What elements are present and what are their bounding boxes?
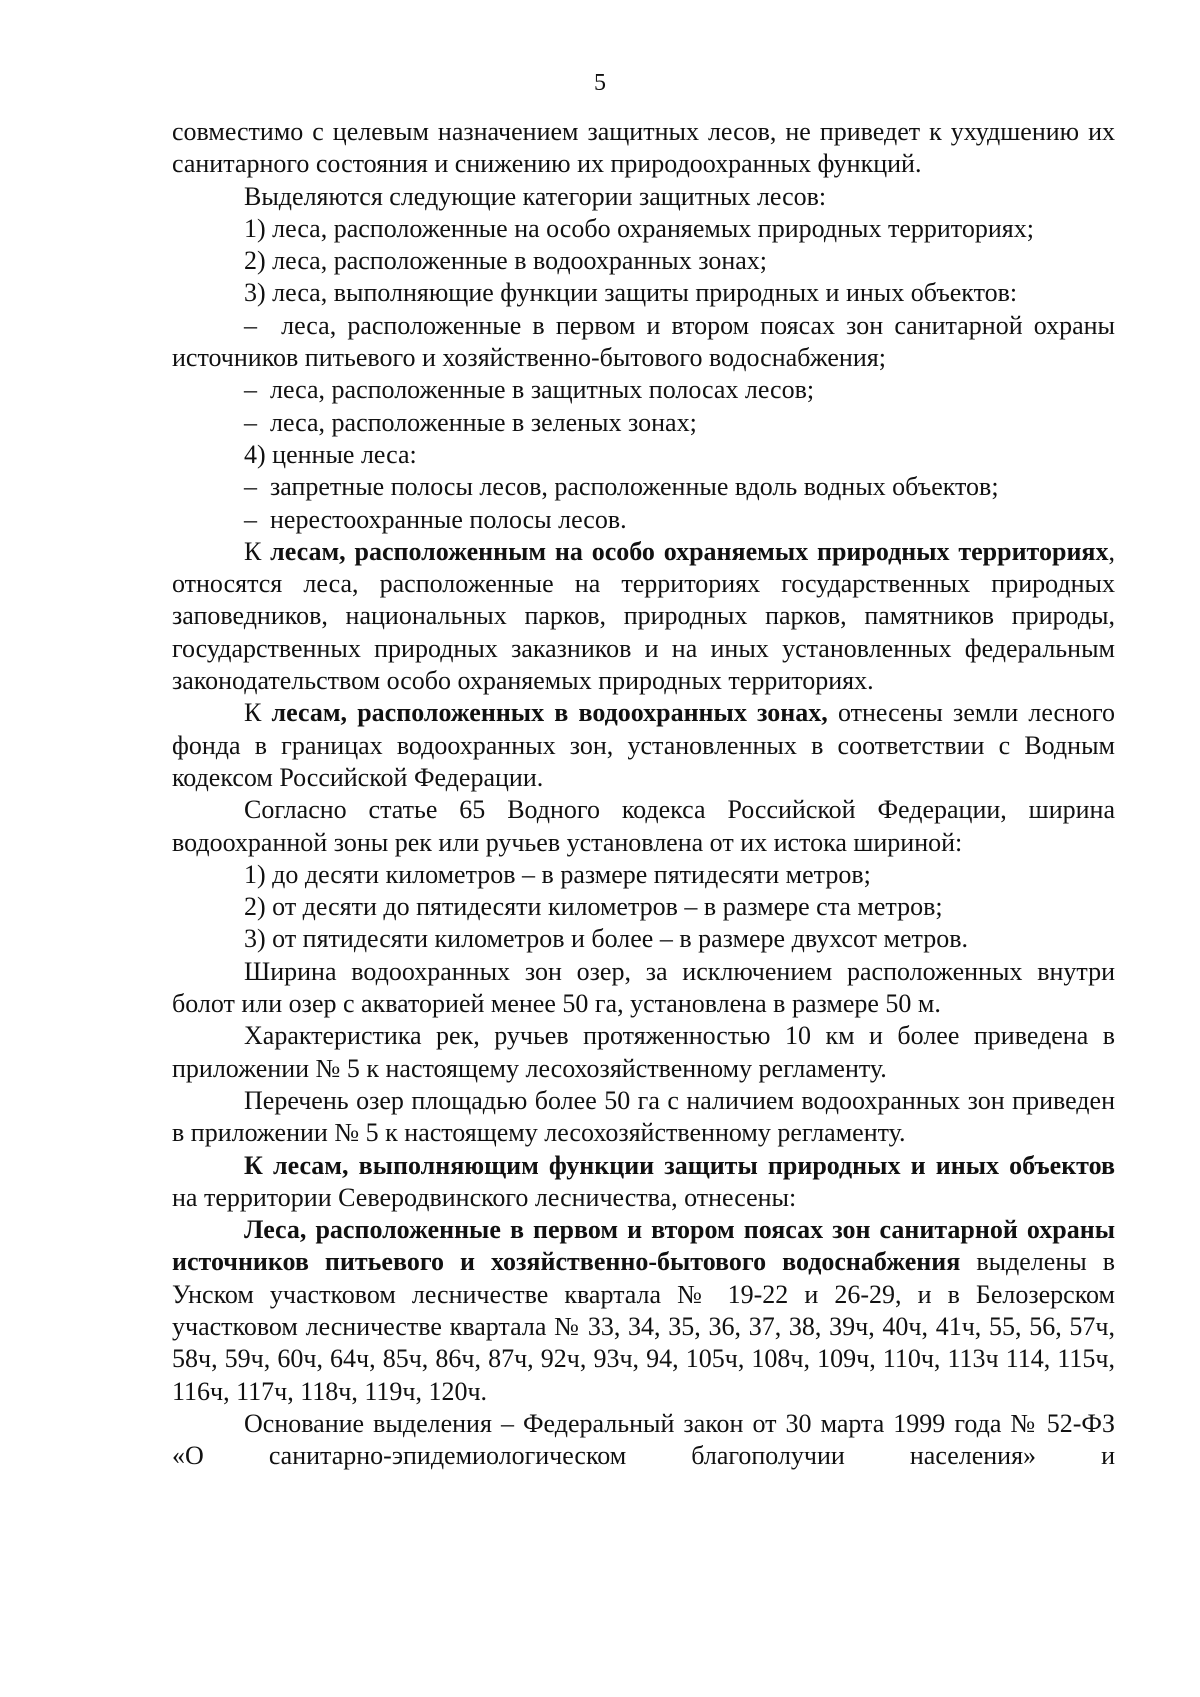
list-item: 4) ценные леса: (244, 439, 417, 469)
list-item: 3) леса, выполняющие функции защиты природных и иных объектов: (244, 278, 1018, 308)
paragraph-text: К (244, 698, 272, 728)
paragraph-bold-term: Леса, расположенные в первом и втором поясах зон санитарной охраны источников питьевого и хозяйственно-бытового водоснабжения (172, 1215, 1115, 1277)
paragraph-bold-term: лесам, расположенных в водоохранных зонах, (271, 698, 828, 728)
list-item: 1) леса, расположенные на особо охраняемых природных территориях; (244, 213, 1034, 243)
paragraph: совместимо с целевым назначением защитных лесов, не приведет к ухудшению их санитарного состояния и снижению их природоохранных функций. (172, 117, 1115, 179)
dash-list-item (172, 407, 1115, 439)
paragraph: Основание выделения – Федеральный закон от 30 марта 1999 года № 52-ФЗ «О санитарно-эпидемиологическом благополучии населения» и (172, 1408, 1115, 1471)
paragraph: Выделяются следующие категории защитных лесов: (244, 181, 827, 211)
paragraph: Перечень озер площадью более 50 га с наличием водоохранных зон приведен в приложении № 5 к настоящему лесохозяйственному регламенту. (172, 1085, 1115, 1148)
paragraph (172, 536, 1115, 697)
dash-list-item (172, 310, 1115, 375)
dash-list-item (172, 471, 1115, 503)
paragraph-text: , относятся леса, расположенные на территориях государственных природных заповедников, национальных парков, природных парков, памятников природы, государственных природных заказников и на иных установленных федеральным законодательством особо охраняемых природных территориях. (172, 536, 1115, 696)
dash-mark: – (244, 472, 257, 502)
list-item: 1) до десяти километров – в размере пятидесяти метров; (244, 859, 871, 889)
list-item: 3) от пятидесяти километров и более – в размере двухсот метров. (244, 924, 968, 954)
dash-list-item (172, 374, 1115, 406)
list-item: 2) от десяти до пятидесяти километров – в размере ста метров; (244, 892, 943, 922)
paragraph: Характеристика рек, ручьев протяженностью 10 км и более приведена в приложении № 5 к настоящему лесохозяйственному регламенту. (172, 1021, 1115, 1083)
dash-item-text: леса, расположенные в зеленых зонах; (270, 407, 697, 437)
dash-mark: – (244, 504, 257, 534)
paragraph (172, 697, 1115, 794)
dash-item-text: леса, расположенные в первом и втором поясах зон санитарной охраны источников питьевого и хозяйственно-бытового водоснабжения; (172, 310, 1116, 373)
paragraph-text: отнесены земли лесного фонда в границах водоохранных зон, установленных в соответствии с Водным кодексом Российской Федерации. (172, 698, 1116, 792)
dash-item-text: нерестоохранные полосы лесов. (270, 504, 627, 534)
dash-mark: – (244, 407, 257, 437)
paragraph-bold-term: лесам, расположенным на особо охраняемых природных территориях (270, 536, 1109, 566)
paragraph-text: выделены в Унском участковом лесничестве квартала № 19-22 и 26-29, и в Белозерском участковом лесничестве квартала № 33, 34, 35, 36, 37, 38, 39ч, 40ч, 41ч, 55, 56, 57ч, 58ч, 59ч, 60ч, 64ч, 85ч, 86ч, 87ч, 92ч, 93ч, 94, 105ч, 108ч, 109ч, 110ч, 113ч 114, 115ч, 116ч, 117ч, 118ч, 119ч, 120ч. (172, 1247, 1116, 1406)
paragraph-text: К (244, 536, 271, 566)
paragraph: Согласно статье 65 Водного кодекса Российской Федерации, ширина водоохранной зоны рек или ручьев установлена от их истока шириной: (172, 795, 1115, 857)
dash-item-text: леса, расположенные в защитных полосах лесов; (270, 375, 815, 405)
paragraph-bold-term: К лесам, выполняющим функции защиты природных и иных объектов (244, 1150, 1115, 1180)
paragraph (172, 1150, 1115, 1215)
document-body (172, 116, 1115, 1472)
dash-list-item (172, 504, 1115, 536)
paragraph: Ширина водоохранных зон озер, за исключением расположенных внутри болот или озер с акваторией менее 50 га, установлена в размере 50 м. (172, 956, 1115, 1019)
dash-mark: – (244, 310, 257, 340)
paragraph (172, 1214, 1115, 1408)
dash-item-text: запретные полосы лесов, расположенные вдоль водных объектов; (270, 472, 999, 502)
paragraph-text: на территории Северодвинского лесничества, отнесены: (172, 1182, 797, 1212)
page-number: 5 (594, 70, 606, 96)
dash-mark: – (244, 375, 257, 405)
list-item: 2) леса, расположенные в водоохранных зонах; (244, 246, 768, 276)
